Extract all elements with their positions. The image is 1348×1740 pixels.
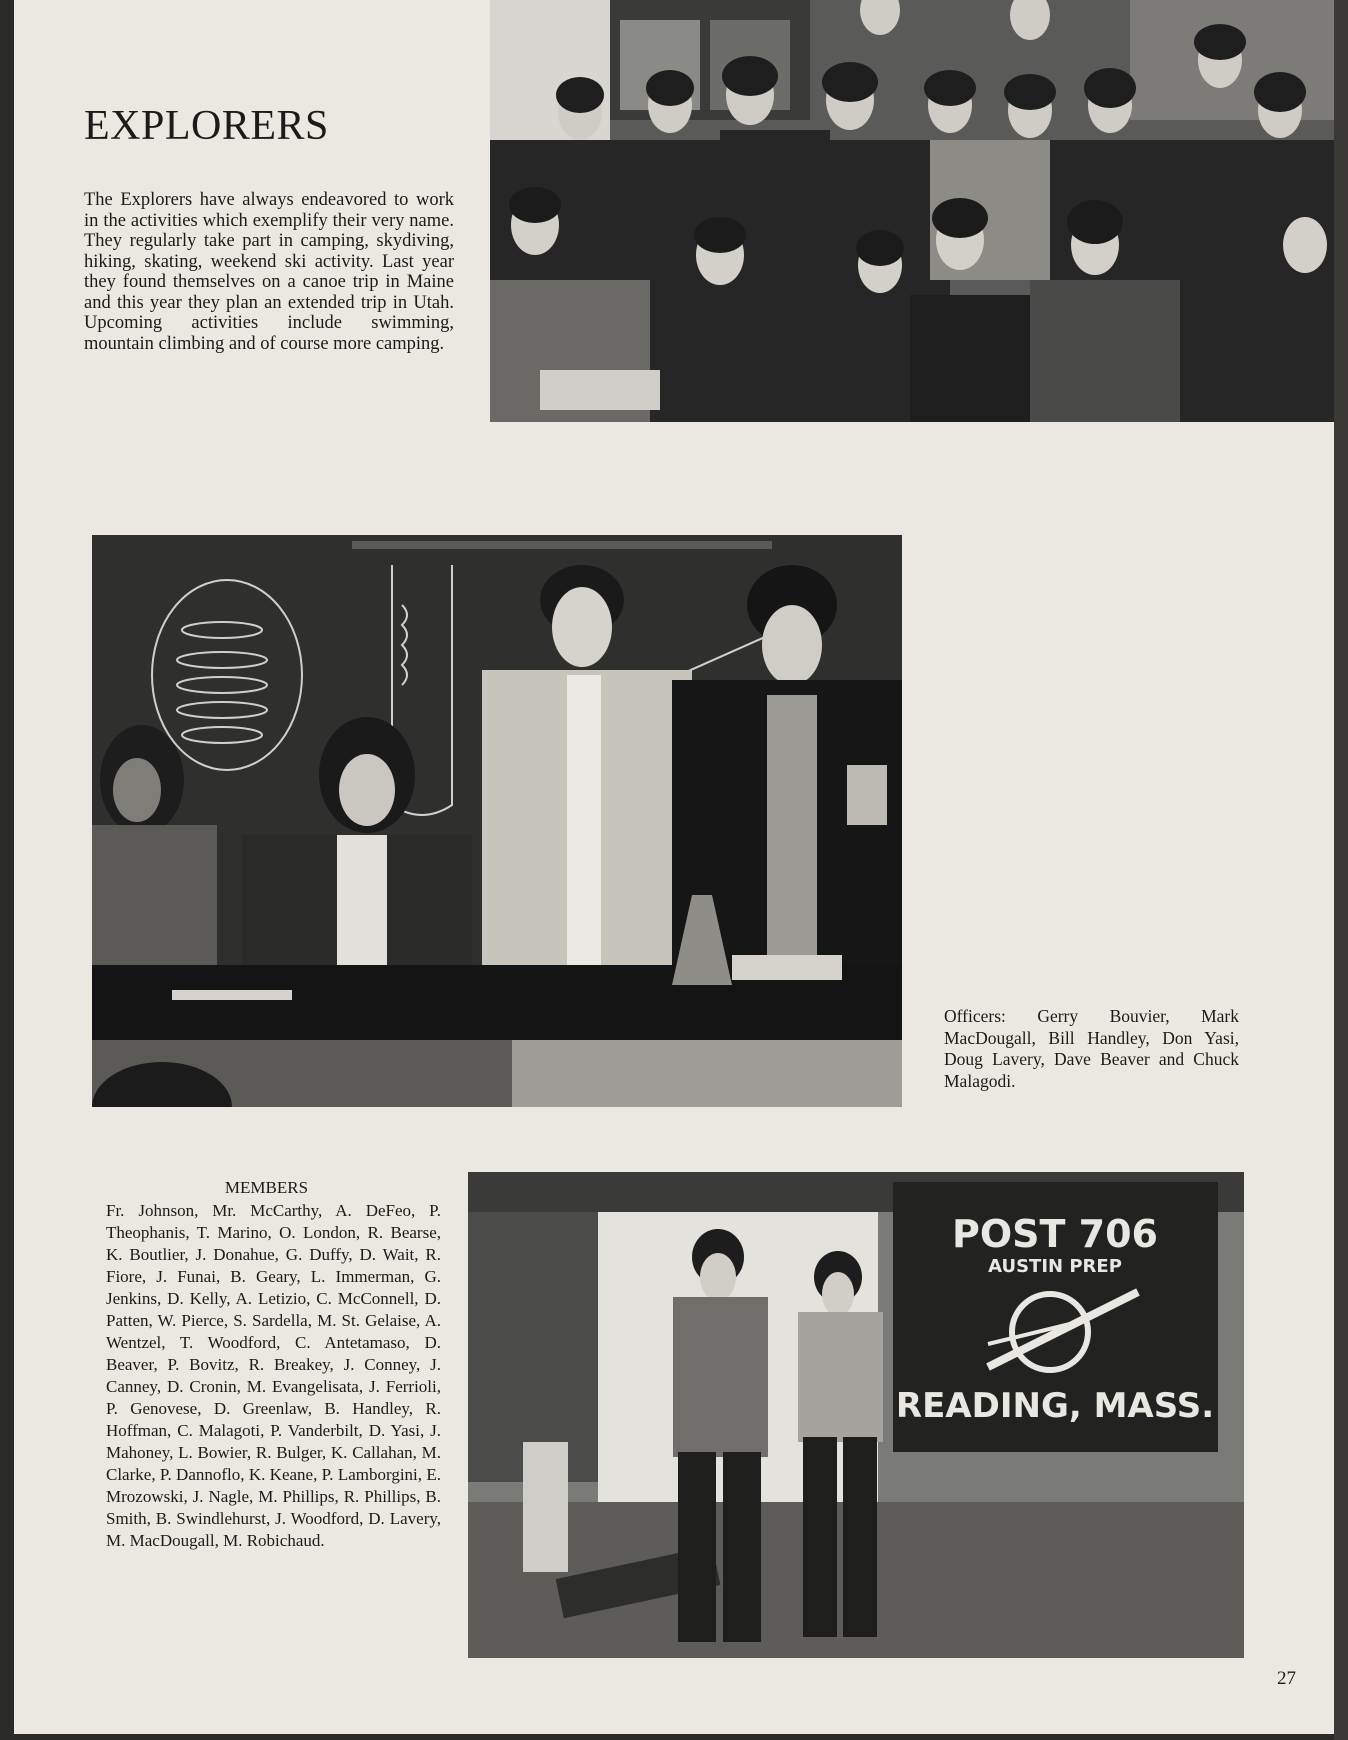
- officers-caption: Officers: Gerry Bouvier, Mark MacDougall, Bill Handley, Don Yasi, Doug Lavery, Dave Beaver and Chuck Malagodi.: [944, 1006, 1239, 1091]
- intro-paragraph: The Explorers have always endeavored to work in the activities which exemplify their very name. They regularly take part in camping, skydiving, hiking, skating, weekend ski activity. Last year they found themselves on a canoe trip in Maine and this year they plan an extended trip in Utah. Upcoming activities include swimming, mountain climbing and of course more camping.: [84, 190, 454, 354]
- post-banner-photo: [468, 1172, 1244, 1658]
- members-list: Fr. Johnson, Mr. McCarthy, A. DeFeo, P. Theophanis, T. Marino, O. London, R. Bearse, K. Boutlier, J. Donahue, G. Duffy, D. Wait, R. Fiore, J. Funai, B. Geary, L. Immerman, G. Jenkins, D. Kelly, A. Letizio, C. McConnell, D. Patten, W. Pierce, S. Sardella, M. St. Gelaise, A. Wentzel, T. Woodford, C. Antetamaso, D. Beaver, P. Bovitz, R. Breakey, J. Conney, J. Canney, D. Cronin, M. Evangelisata, J. Ferrioli, P. Genovese, D. Greenlaw, B. Handley, R. Hoffman, C. Malagoti, P. Vanderbilt, D. Yasi, J. Mahoney, L. Bowier, R. Bulger, K. Callahan, M. Clarke, P. Dannoflo, K. Keane, P. Lamborgini, E. Mrozowski, J. Nagle, M. Phillips, R. Phillips, B. Smith, B. Swindlehurst, J. Woodford, D. Lavery, M. MacDougall, M. Robichaud.: [106, 1201, 441, 1550]
- page-number: 27: [1277, 1668, 1296, 1689]
- banner-line-1: POST 706: [952, 1212, 1158, 1256]
- page-title: EXPLORERS: [84, 103, 329, 149]
- group-photo: [490, 0, 1334, 422]
- banner-line-3: READING, MASS.: [895, 1386, 1215, 1426]
- banner-line-2: AUSTIN PREP: [988, 1256, 1122, 1277]
- yearbook-page: [14, 0, 1334, 1734]
- members-heading: MEMBERS: [224, 1178, 309, 1197]
- page-binding-edge: [1334, 0, 1348, 1740]
- officers-photo: [92, 535, 902, 1107]
